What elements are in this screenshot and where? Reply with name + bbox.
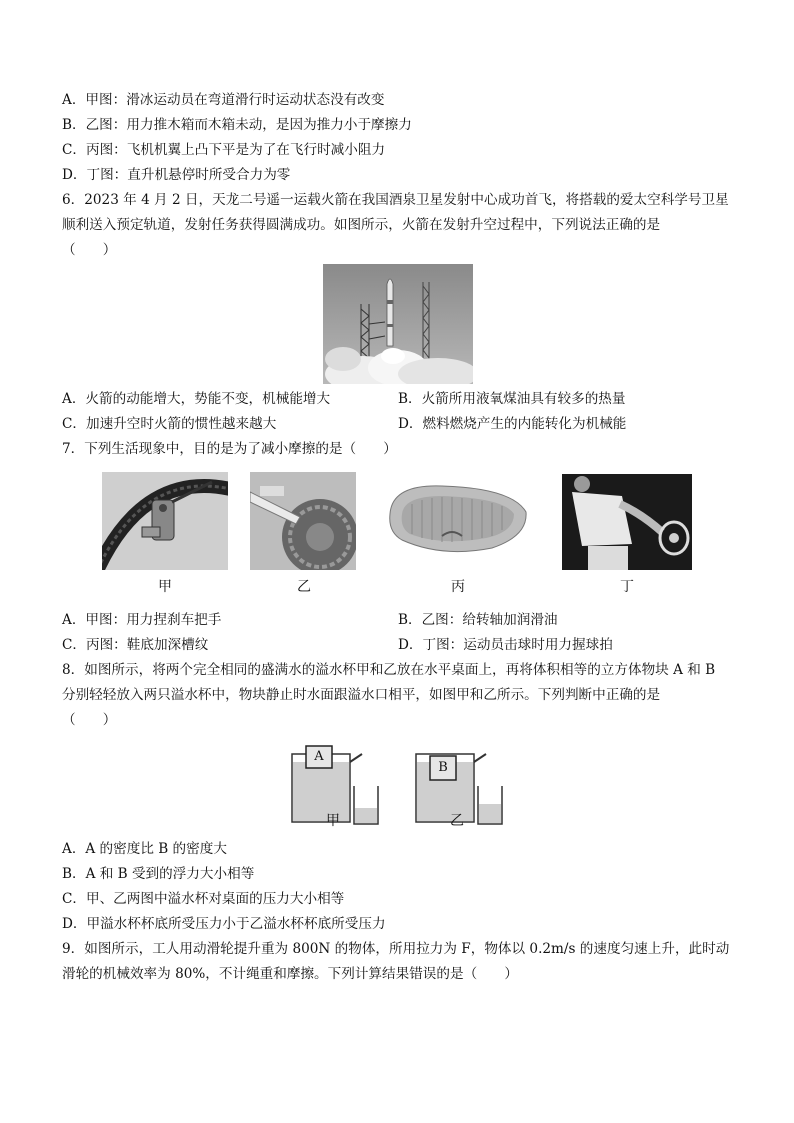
- rocket-launch-image: [323, 264, 473, 384]
- q7-option-d: D．丁图：运动员击球时用力握球拍: [398, 637, 613, 653]
- q7-caption-yi: 乙: [297, 579, 311, 595]
- block-b-label: B: [438, 760, 448, 775]
- q6-stem-line2: 顺利送入预定轨道，发射任务获得圆满成功。如图所示，火箭在发射升空过程中，下列说法正确的是: [62, 217, 661, 233]
- q5-option-c: C．丙图：飞机机翼上凸下平是为了在飞行时减小阻力: [62, 142, 386, 158]
- q7-option-c: C．丙图：鞋底加深槽纹: [62, 637, 209, 653]
- q7-caption-ding: 丁: [620, 579, 634, 595]
- q9-stem-line1: 9．如图所示，工人用动滑轮提升重为 800N 的物体，所用拉力为 F，物体以 0.2m/s 的速度匀速上升，此时动: [62, 941, 730, 957]
- q6-option-d: D．燃料燃烧产生的内能转化为机械能: [398, 416, 627, 432]
- q8-stem-line2: 分别轻轻放入两只溢水杯中，物块静止时水面跟溢水口相平，如图甲和乙所示。下列判断中正确的是: [62, 687, 661, 703]
- q8-stem-line1: 8．如图所示，将两个完全相同的盛满水的溢水杯甲和乙放在水平桌面上，再将体积相等的立方体物块 A 和 B: [62, 662, 716, 678]
- q8-option-b: B．A 和 B 受到的浮力大小相等: [62, 866, 255, 882]
- q8-option-d: D．甲溢水杯杯底所受压力小于乙溢水杯杯底所受压力: [62, 916, 386, 932]
- q8-stem-line3: （ ）: [62, 712, 117, 728]
- bicycle-brake-image: [102, 472, 228, 570]
- q5-option-a: A．甲图：滑冰运动员在弯道滑行时运动状态没有改变: [62, 92, 385, 108]
- q7-caption-bing: 丙: [451, 579, 465, 595]
- q7-stem: 7．下列生活现象中，目的是为了减小摩擦的是（ ）: [62, 441, 397, 457]
- block-a-label: A: [314, 749, 324, 764]
- q6-option-a: A．火箭的动能增大，势能不变，机械能增大: [62, 391, 331, 407]
- q8-caption-jia: 甲: [326, 813, 340, 829]
- q5-option-d: D．丁图：直升机悬停时所受合力为零: [62, 167, 291, 183]
- shoe-sole-image: [382, 474, 532, 568]
- q7-option-b: B．乙图：给转轴加润滑油: [398, 612, 558, 628]
- gear-lubrication-image: [250, 472, 356, 570]
- q6-option-c: C．加速升空时火箭的惯性越来越大: [62, 416, 277, 432]
- q9-stem-line2: 滑轮的机械效率为 80%，不计绳重和摩擦。下列计算结果错误的是（ ）: [62, 966, 518, 982]
- q7-option-a: A．甲图：用力捏刹车把手: [62, 612, 222, 628]
- q6-option-b: B．火箭所用液氧煤油具有较多的热量: [398, 391, 626, 407]
- q6-stem-line1: 6．2023 年 4 月 2 日，天龙二号遥一运载火箭在我国酒泉卫星发射中心成功首飞，将搭载的爱太空科学号卫星: [62, 192, 729, 208]
- q6-stem-line3: （ ）: [62, 242, 117, 258]
- q8-option-a: A．A 的密度比 B 的密度大: [62, 841, 227, 857]
- q5-option-b: B．乙图：用力推木箱而木箱未动，是因为推力小于摩擦力: [62, 117, 412, 133]
- q7-caption-jia: 甲: [158, 579, 172, 595]
- tennis-player-image: [562, 474, 692, 570]
- q8-caption-yi: 乙: [450, 813, 464, 829]
- q8-option-c: C．甲、乙两图中溢水杯对桌面的压力大小相等: [62, 891, 345, 907]
